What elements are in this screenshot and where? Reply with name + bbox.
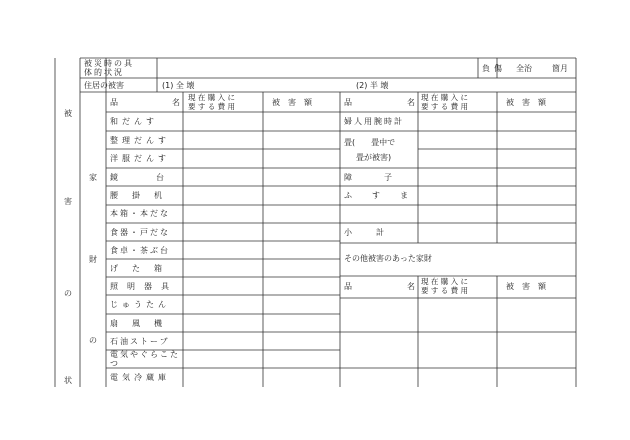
header-item-lower: 品 [344, 282, 352, 291]
item-reizouko: 電気冷蔵庫 [110, 373, 170, 382]
header-cost-2-right: 要 す る 費 用 [421, 102, 469, 111]
header-damage-right: 被 害 額 [506, 98, 546, 107]
header-item-end-right: 名 [407, 98, 415, 107]
item-honbako: 本箱・本だな [110, 209, 170, 218]
home-damage-label: 住居の被害 [84, 81, 124, 90]
header-damage-lower: 被 害 額 [506, 282, 546, 291]
side-label-6: 財 [89, 255, 97, 264]
header-cost-1-left: 現 在 購 入 に [188, 93, 236, 102]
side-label-4: 状 [64, 376, 72, 385]
option-half-destroyed: (2) 半 壊 [356, 81, 389, 90]
full-recovery-label: 全治 [516, 64, 532, 73]
item-denki-kotatsu-2: つ [110, 359, 118, 368]
other-damaged-label: その他被害のあった家財 [344, 254, 432, 263]
item-youfuku-dansu: 洋服だんす [110, 154, 170, 163]
item-tatami-1: 畳( 畳中で [344, 138, 396, 147]
item-wadansu: 和だんす [110, 117, 158, 126]
side-label-5: 家 [89, 173, 97, 182]
item-senpuuki: 扇風機 [110, 319, 176, 328]
header-cost-2-left: 要 す る 費 用 [188, 102, 236, 111]
item-watch: 婦人用腕時計 [344, 117, 404, 126]
item-subtotal: 小 計 [344, 228, 384, 237]
situation-label-2: 体的状況 [84, 68, 124, 77]
item-sekiyu-stove: 石油ストーブ [110, 337, 170, 346]
item-juutan: じゅうたん [110, 300, 170, 309]
item-shoji: 障 子 [344, 173, 392, 182]
item-seiri-dansu: 整理だんす [110, 136, 170, 145]
header-cost-1-lower: 現 在 購 入 に [421, 277, 469, 286]
header-cost-1-right: 現 在 購 入 に [421, 93, 469, 102]
side-label-3: の [64, 289, 72, 298]
header-damage-left: 被 害 額 [272, 98, 312, 107]
header-item-left: 品 [110, 98, 118, 107]
item-shokutaku: 食卓・茶ぶ台 [110, 246, 170, 255]
side-label-1: 被 [64, 109, 72, 118]
item-kyoudai-text: 鏡台 [110, 173, 202, 182]
item-shoumei-kigu: 照明器具 [110, 282, 178, 291]
injury-label: 負傷 [482, 64, 506, 73]
side-label-7: の [89, 336, 97, 345]
header-item-end-left: 名 [172, 98, 180, 107]
header-item-right: 品 [344, 98, 352, 107]
item-kyoudai [110, 173, 202, 182]
item-getabako: げた箱 [110, 264, 176, 273]
item-shokki-todana: 食器・戸だな [110, 228, 170, 237]
header-item-end-lower: 名 [407, 282, 415, 291]
situation-label-1: 被災時の具 [84, 59, 134, 68]
item-fusuma: ふ す ま [344, 191, 414, 200]
header-cost-2-lower: 要 す る 費 用 [421, 286, 469, 295]
months-label: 箇月 [552, 64, 568, 73]
item-koshikake-tsukue: 腰掛机 [110, 191, 176, 200]
item-tatami-2: 畳が被害) [356, 153, 392, 162]
side-label-2: 害 [64, 197, 72, 206]
option-full-destroyed: (1) 全 壊 [162, 81, 195, 90]
item-denki-kotatsu-1: 電気やぐらこた [110, 350, 180, 359]
